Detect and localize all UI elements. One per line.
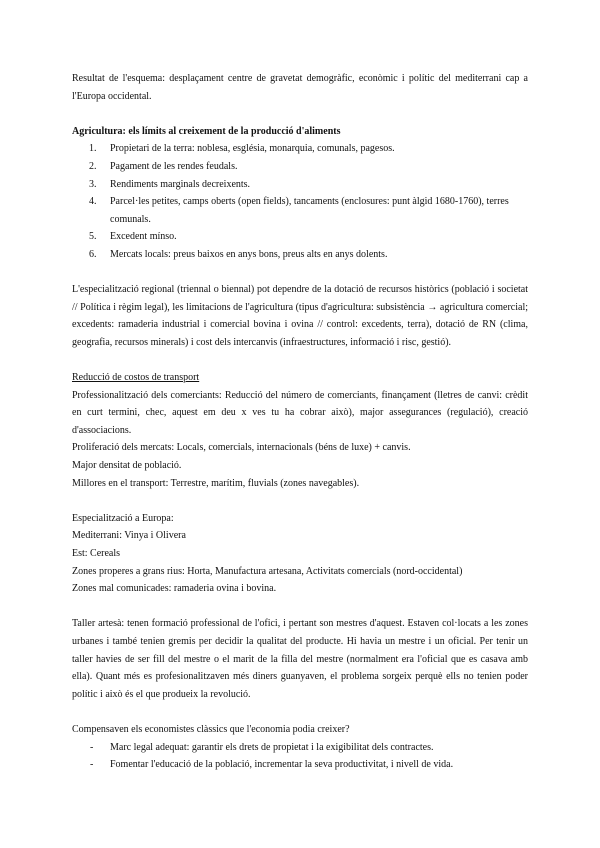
europe-line: Zones mal comunicades: ramaderia ovina i bovina. <box>72 583 277 595</box>
document-page <box>72 70 528 774</box>
transport-line: Millores en el transport: Terrestre, marítim, fluvials (zones navegables). <box>72 477 360 489</box>
list-text: Fomentar l'educació de la població, incrementar la seva productivitat, i nivell de vida. <box>110 759 454 771</box>
list-number: 3. <box>89 178 97 190</box>
list-number: 5. <box>89 231 97 243</box>
intro-paragraph: Resultat de l'esquema: desplaçament centre de gravetat demogràfic, econòmic i polític del mediterrani cap a l'Europa occidental. <box>72 73 528 102</box>
list-number: 2. <box>89 160 97 172</box>
list-item <box>72 739 528 757</box>
list-dash: - <box>90 741 94 753</box>
list-item <box>72 228 528 246</box>
list-item <box>72 140 528 158</box>
list-text: Parcel·les petites, camps oberts (open fields), tancaments (enclosures: punt àlgid 1680-1760), terres comunals. <box>110 196 509 225</box>
transport-heading: Reducció de costos de transport <box>72 372 200 384</box>
europe-line: Zones properes a grans rius: Horta, Manufactura artesana, Activitats comercials (nord-occidental) <box>72 565 463 577</box>
europe-line: Mediterrani: Vinya i Olivera <box>72 530 186 542</box>
list-item <box>72 193 528 228</box>
list-text: Propietari de la terra: noblesa, església, monarquia, comunals, pagesos. <box>110 143 395 155</box>
list-item <box>72 246 528 264</box>
specialization-paragraph: L'especialització regional (triennal o biennal) pot dependre de la dotació de recursos històrics (població i societat // Política i règim legal), les limitacions de l'agricultura (tipus d'agricultura: subsistència → agricultura comercial; excedents: ramaderia industrial i comercial bovina i ovina // control: excedents, terra), dotació de RN (clima, geografia, recursos minerals) i cost dels intercanvis (infraestructures, informació i risc, gestió). <box>72 284 528 348</box>
workshop-paragraph: Taller artesà: tenen formació professional de l'ofici, i pertant son mestres d'aquest. Estaven col·locats a les zones urbanes i també tenien gremis per decidir la qualitat del producte. Hi havia un mestre i un oficial. Per tenir un taller havies de ser fill del mestre o el marit de la filla del mestre (normalment era l'oficial que es casava amb ella). Quant més es profesionalitzaven més diners guanyaven, el problema sorgeix perquè ells no tenien poder polític i això és el que produeix la revolució. <box>72 618 528 700</box>
list-number: 1. <box>89 143 97 155</box>
transport-line: Proliferació dels mercats: Locals, comercials, internacionals (béns de luxe) + canvis. <box>72 442 411 454</box>
transport-line: Major densitat de població. <box>72 460 182 472</box>
list-item <box>72 158 528 176</box>
transport-line: Professionalització dels comerciants: Reducció del número de comerciants, finançament (lletres de canvi: crèdit en curt termini, chec, aquest em deu x ves tu ha cobrar això), major assegurances (regulació), creació d'associacions. <box>72 389 528 436</box>
list-item <box>72 756 528 774</box>
europe-line: Est: Cereals <box>72 548 121 560</box>
list-item <box>72 176 528 194</box>
europe-line: Especialització a Europa: <box>72 512 174 524</box>
list-text: Mercats locals: preus baixos en anys bons, preus alts en anys dolents. <box>110 248 388 260</box>
list-text: Marc legal adequat: garantir els drets de propietat i la exigibilitat dels contractes. <box>110 741 434 753</box>
economists-question: Compensaven els economistes clàssics que l'economia podia creixer? <box>72 723 350 735</box>
agriculture-list <box>72 140 528 263</box>
list-number: 6. <box>89 248 97 260</box>
list-text: Pagament de les rendes feudals. <box>110 160 238 172</box>
economists-list <box>72 739 528 774</box>
agriculture-heading: Agricultura: els límits al creixement de la producció d'aliments <box>72 125 341 137</box>
list-text: Rendiments marginals decreixents. <box>110 178 251 190</box>
list-number: 4. <box>89 196 97 208</box>
list-text: Excedent mínso. <box>110 231 177 243</box>
list-dash: - <box>90 759 94 771</box>
